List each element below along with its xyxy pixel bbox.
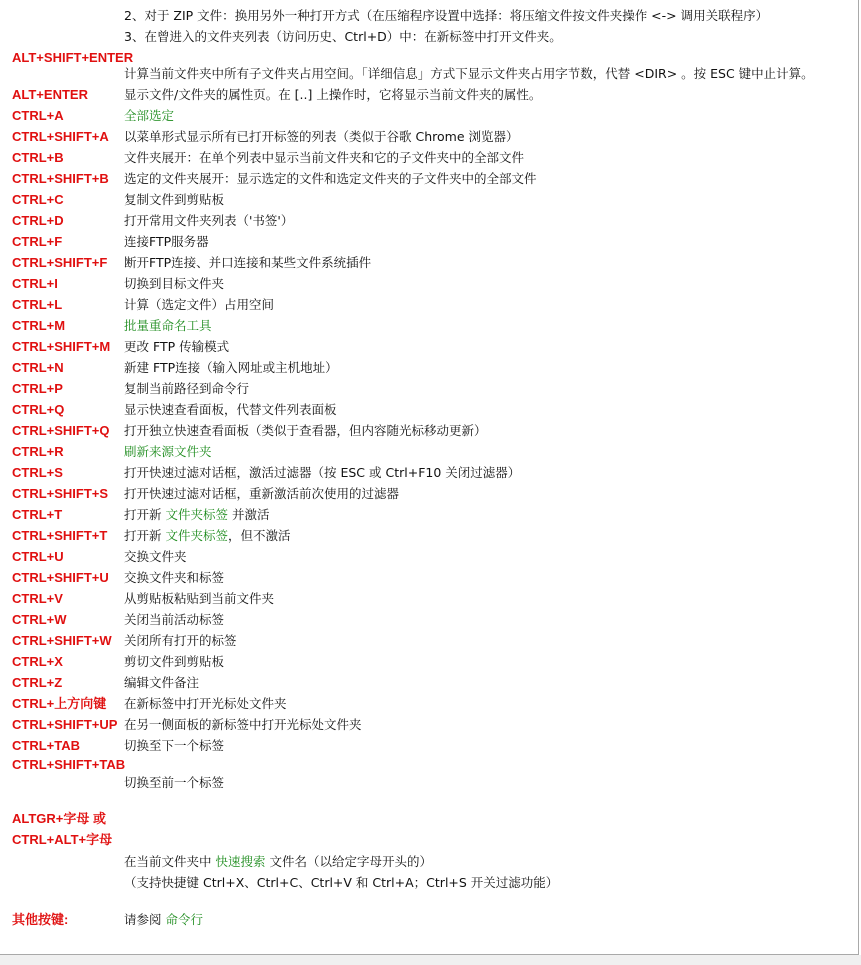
shortcut-description <box>124 336 229 357</box>
shortcut-description <box>124 672 199 693</box>
description-text: 编辑文件备注 <box>124 675 200 690</box>
shortcut-key: CTRL+上方向键 <box>12 696 107 711</box>
shortcut-description <box>124 525 291 546</box>
description-text: 打开常用文件夹列表（'书签'） <box>124 213 294 228</box>
shortcut-key: CTRL+D <box>12 213 64 228</box>
help-link[interactable]: 刷新来源文件夹 <box>124 444 212 459</box>
shortcut-key: 其他按键: <box>12 912 69 927</box>
shortcut-key: CTRL+SHIFT+F <box>12 255 108 270</box>
shortcut-description <box>124 872 558 893</box>
shortcut-key: CTRL+A <box>12 108 64 123</box>
shortcut-description <box>124 483 399 504</box>
description-text: 复制当前路径到命令行 <box>124 381 250 396</box>
description-text: 在另一侧面板的新标签中打开光标处文件夹 <box>124 717 362 732</box>
shortcut-description <box>124 630 237 651</box>
shortcut-key: CTRL+ALT+字母 <box>12 832 113 847</box>
shortcut-key: ALT+ENTER <box>12 87 88 102</box>
shortcut-key: CTRL+SHIFT+A <box>12 129 109 144</box>
shortcut-key: CTRL+SHIFT+B <box>12 171 109 186</box>
description-text: 新建 FTP连接（输入网址或主机地址） <box>124 360 338 375</box>
description-text: 2、对于 ZIP 文件：换用另外一种打开方式（在压缩程序设置中选择：将压缩文件按文件夹操作 <-> 调用关联程序） <box>124 8 769 23</box>
shortcut-key: CTRL+R <box>12 444 64 459</box>
shortcut-key: CTRL+SHIFT+W <box>12 633 112 648</box>
shortcut-key: CTRL+T <box>12 507 63 522</box>
description-text: 剪切文件到剪贴板 <box>124 654 225 669</box>
description-text: 断开FTP连接、并口连接和某些文件系统插件 <box>124 255 372 270</box>
shortcut-key: CTRL+SHIFT+TAB <box>12 757 126 772</box>
shortcut-key: CTRL+N <box>12 360 64 375</box>
shortcut-description <box>124 714 362 735</box>
shortcut-description <box>124 609 224 630</box>
shortcut-key: CTRL+F <box>12 234 63 249</box>
shortcut-description <box>124 294 274 315</box>
description-text: 切换至前一个标签 <box>124 775 225 790</box>
shortcut-key: CTRL+W <box>12 612 67 627</box>
shortcut-key: CTRL+L <box>12 297 63 312</box>
description-text: 打开新 <box>124 528 166 543</box>
shortcut-key: ALTGR+字母 或 <box>12 811 107 826</box>
shortcut-description <box>124 357 338 378</box>
shortcut-description <box>124 147 524 168</box>
shortcut-key: CTRL+SHIFT+M <box>12 339 111 354</box>
shortcut-description <box>124 693 287 714</box>
description-text: 3、在曾进入的文件夹列表（访问历史、Ctrl+D）中：在新标签中打开文件夹。 <box>124 29 562 44</box>
shortcut-key: ALT+SHIFT+ENTER <box>12 50 134 65</box>
description-text: 打开新 <box>124 507 166 522</box>
description-text: 关闭当前活动标签 <box>124 612 225 627</box>
description-text: 显示快速查看面板，代替文件列表面板 <box>124 402 337 417</box>
description-text: 切换至下一个标签 <box>124 738 225 753</box>
shortcut-description <box>124 420 487 441</box>
shortcut-description <box>124 26 562 47</box>
description-text: 关闭所有打开的标签 <box>124 633 237 648</box>
description-text: 计算当前文件夹中所有子文件夹占用空间。「详细信息」方式下显示文件夹占用字节数，代替 <DIR> 。按 ESC 键中止计算。 <box>124 66 814 81</box>
description-text: 切换到目标文件夹 <box>124 276 225 291</box>
shortcut-description <box>124 273 224 294</box>
description-text: 文件夹展开：在单个列表中显示当前文件夹和它的子文件夹中的全部文件 <box>124 150 525 165</box>
shortcut-key: CTRL+B <box>12 150 64 165</box>
shortcut-description <box>124 588 274 609</box>
description-text: 更改 FTP 传输模式 <box>124 339 230 354</box>
shortcut-key: CTRL+SHIFT+UP <box>12 717 118 732</box>
help-link[interactable]: 全部选定 <box>124 108 175 123</box>
shortcut-description <box>124 909 203 930</box>
shortcut-key: CTRL+P <box>12 381 63 396</box>
description-text: 从剪贴板粘贴到当前文件夹 <box>124 591 275 606</box>
shortcut-description <box>124 735 224 756</box>
description-text: ，但不激活 <box>228 528 291 543</box>
shortcut-key: CTRL+Z <box>12 675 63 690</box>
shortcut-key: CTRL+SHIFT+Q <box>12 423 110 438</box>
description-text: 交换文件夹 <box>124 549 187 564</box>
description-text: 打开快速过滤对话框，激活过滤器（按 ESC 或 Ctrl+F10 关闭过滤器） <box>124 465 521 480</box>
shortcut-description <box>124 168 537 189</box>
description-text: 选定的文件夹展开：显示选定的文件和选定文件夹的子文件夹中的全部文件 <box>124 171 537 186</box>
shortcut-key: CTRL+S <box>12 465 63 480</box>
description-text: 文件名（以给定字母开头的） <box>265 854 432 869</box>
shortcut-description <box>124 378 249 399</box>
shortcut-key: CTRL+SHIFT+S <box>12 486 109 501</box>
help-link[interactable]: 文件夹标签 <box>165 507 228 522</box>
description-text: 以菜单形式显示所有已打开标签的列表（类似于谷歌 Chrome 浏览器） <box>124 129 519 144</box>
shortcut-key: CTRL+SHIFT+U <box>12 570 109 585</box>
help-link[interactable]: 批量重命名工具 <box>124 318 212 333</box>
shortcut-key: CTRL+I <box>12 276 58 291</box>
shortcut-description <box>124 5 768 26</box>
shortcut-key: CTRL+C <box>12 192 64 207</box>
shortcut-description <box>124 462 520 483</box>
shortcut-description <box>124 399 337 420</box>
description-text: 在当前文件夹中 <box>124 854 216 869</box>
description-text: 连接FTP服务器 <box>124 234 209 249</box>
description-text: 请参阅 <box>124 912 166 927</box>
shortcut-description <box>124 210 293 231</box>
shortcut-key: CTRL+M <box>12 318 66 333</box>
shortcut-description <box>124 567 224 588</box>
description-text: 打开快速过滤对话框，重新激活前次使用的过滤器 <box>124 486 400 501</box>
shortcut-description <box>124 441 212 462</box>
shortcut-description <box>124 504 269 525</box>
shortcut-description <box>124 105 174 126</box>
shortcut-description <box>124 772 224 793</box>
description-text: 在新标签中打开光标处文件夹 <box>124 696 287 711</box>
shortcut-description <box>124 63 814 84</box>
window-bottom-edge <box>0 955 861 965</box>
shortcut-description <box>124 851 432 872</box>
help-link[interactable]: 命令行 <box>165 912 203 927</box>
help-link[interactable]: 文件夹标签 <box>165 528 228 543</box>
shortcut-description <box>124 546 187 567</box>
description-text: 计算（选定文件）占用空间 <box>124 297 275 312</box>
help-link[interactable]: 快速搜索 <box>215 854 266 869</box>
description-text: 交换文件夹和标签 <box>124 570 225 585</box>
description-text: 打开独立快速查看面板（类似于查看器，但内容随光标移动更新） <box>124 423 487 438</box>
shortcut-key: CTRL+TAB <box>12 738 81 753</box>
shortcut-key: CTRL+Q <box>12 402 65 417</box>
shortcut-key: CTRL+SHIFT+T <box>12 528 108 543</box>
shortcut-description <box>124 651 224 672</box>
shortcut-description <box>124 126 518 147</box>
shortcut-description <box>124 315 212 336</box>
shortcut-description <box>124 84 541 105</box>
description-text: 并激活 <box>228 507 270 522</box>
shortcut-key: CTRL+X <box>12 654 63 669</box>
shortcut-key: CTRL+V <box>12 591 63 606</box>
shortcut-description <box>124 189 224 210</box>
shortcut-key: CTRL+U <box>12 549 64 564</box>
description-text: （支持快捷键 Ctrl+X、Ctrl+C、Ctrl+V 和 Ctrl+A；Ctrl+S 开关过滤功能） <box>124 875 559 890</box>
description-text: 显示文件/文件夹的属性页。在 [..] 上操作时，它将显示当前文件夹的属性。 <box>124 87 542 102</box>
description-text: 复制文件到剪贴板 <box>124 192 225 207</box>
shortcut-description <box>124 231 209 252</box>
shortcut-description <box>124 252 371 273</box>
